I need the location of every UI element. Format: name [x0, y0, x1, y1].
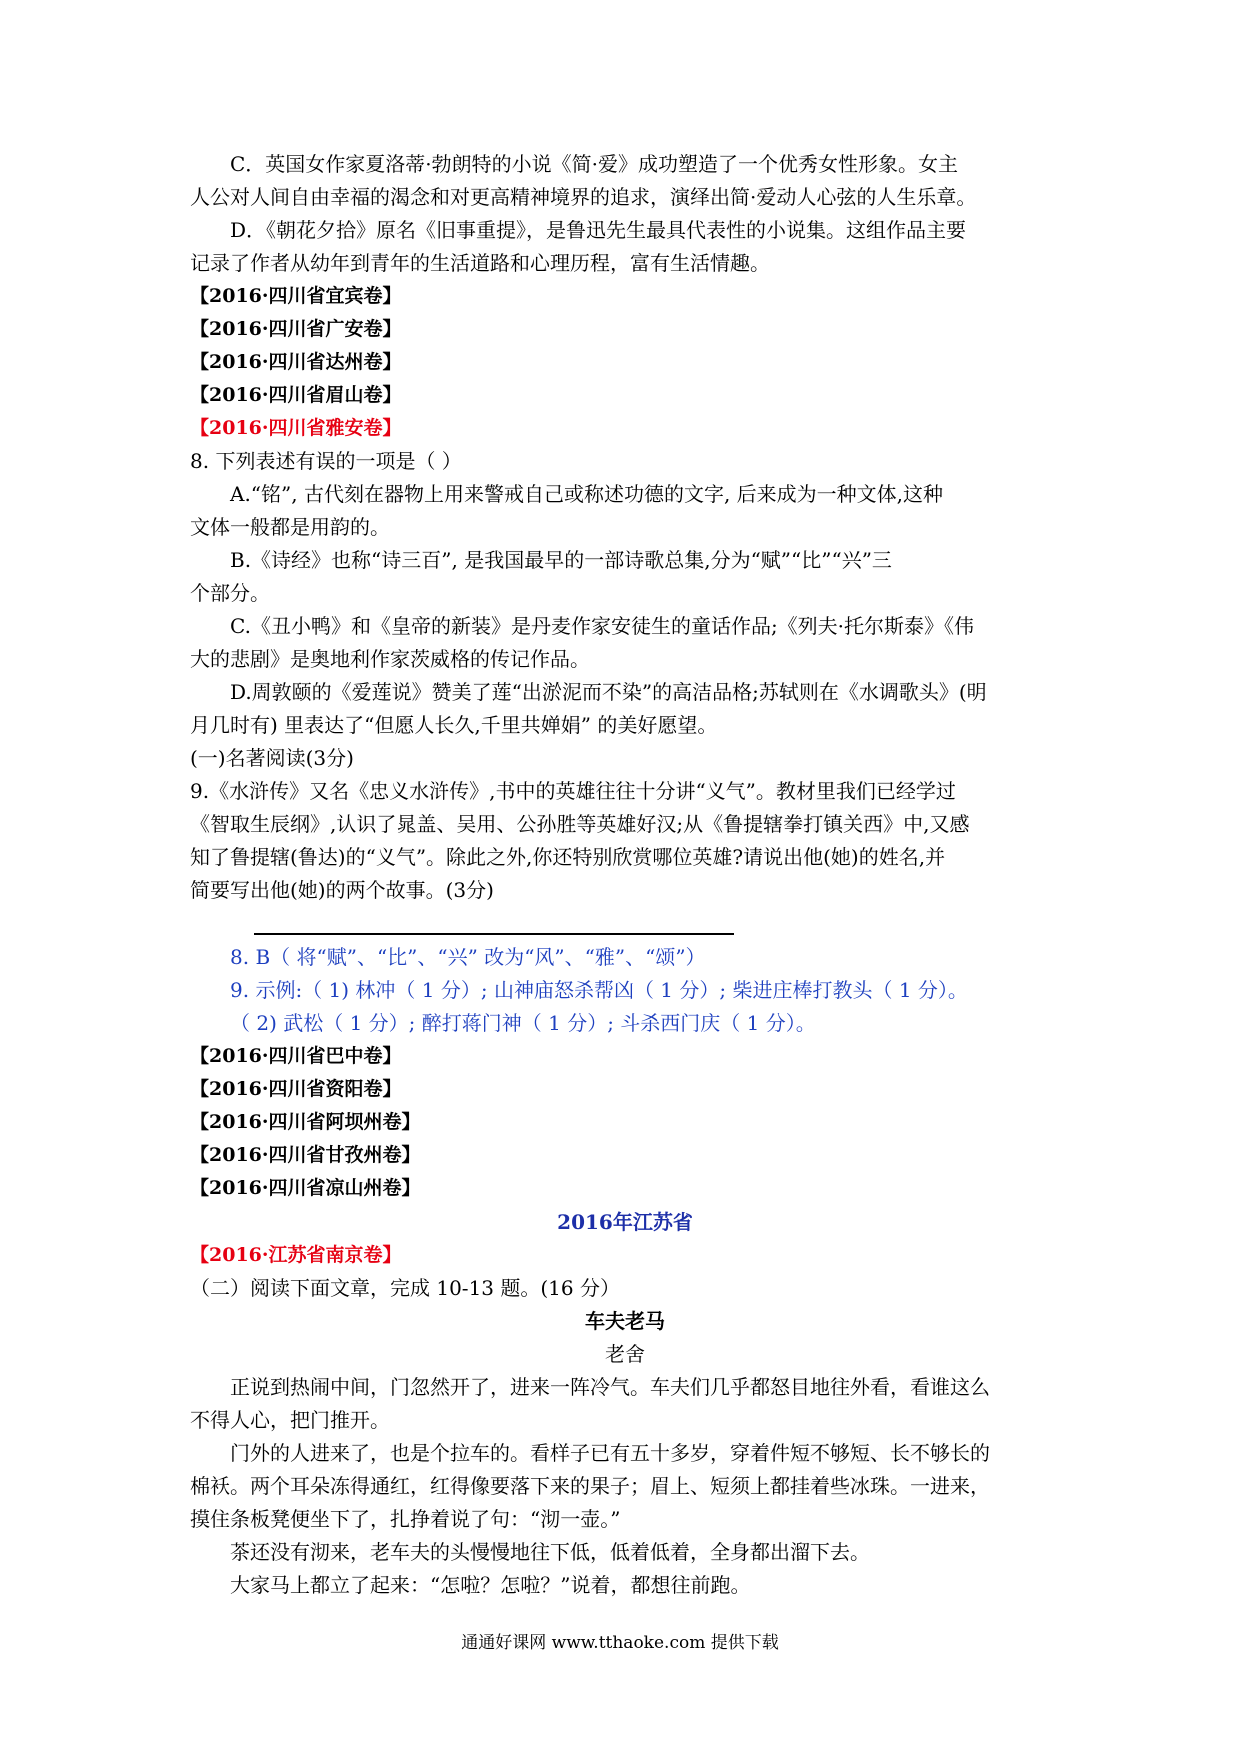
exam-tag-yaan: 【2016·四川省雅安卷】 [190, 417, 402, 439]
option-c-line: 人公对人间自由幸福的渴念和对更高精神境界的追求，演绎出简·爱动人心弦的人生乐章。 [190, 185, 977, 209]
essay-paragraph-line: 摸住条板凳便坐下了，扎挣着说了句：“沏一壶。” [190, 1507, 621, 1531]
essay-paragraph-line: 正说到热闹中间，门忽然开了，进来一阵冷气。车夫们几乎都怒目地往外看，看谁这么 [230, 1375, 990, 1399]
divider-line [254, 933, 734, 935]
question-8-stem: 8. 下列表述有误的一项是（ ） [190, 449, 462, 473]
exam-tag-ziyang: 【2016·四川省资阳卷】 [190, 1078, 402, 1100]
question-8-option-c: 大的悲剧》是奥地利作家茨威格的传记作品。 [190, 647, 590, 671]
exam-tag-yibin: 【2016·四川省宜宾卷】 [190, 285, 402, 307]
question-8-option-d: 月几时有) 里表达了“但愿人长久,千里共婵娟” 的美好愿望。 [190, 713, 718, 737]
answer-8: 8. B（ 将“赋”、“比”、“兴” 改为“风”、“雅”、“颂”） [230, 945, 706, 969]
exam-tag-aba: 【2016·四川省阿坝州卷】 [190, 1111, 421, 1133]
question-9-line: 《智取生辰纲》,认识了晁盖、吴用、公孙胜等英雄好汉;从《鲁提辖拳打镇关西》中,又感 [190, 812, 970, 836]
question-8-option-c: C.《丑小鸭》和《皇帝的新装》是丹麦作家安徒生的童话作品;《列夫·托尔斯泰》《伟 [230, 614, 975, 638]
essay-author: 老舍 [605, 1342, 645, 1366]
option-d-line: 记录了作者从幼年到青年的生活道路和心理历程，富有生活情趣。 [190, 251, 770, 275]
exam-tag-liangshan: 【2016·四川省凉山州卷】 [190, 1177, 421, 1199]
option-d-line: D．《朝花夕拾》原名《旧事重提》，是鲁迅先生最具代表性的小说集。这组作品主要 [230, 218, 967, 242]
question-9-line: 简要写出他(她)的两个故事。(3分) [190, 878, 494, 902]
exam-tag-ganzi: 【2016·四川省甘孜州卷】 [190, 1144, 421, 1166]
question-9-line: 知了鲁提辖(鲁达)的“义气”。除此之外,你还特别欣赏哪位英雄?请说出他(她)的姓名,并 [190, 845, 946, 869]
essay-paragraph-line: 大家马上都立了起来：“怎啦？怎啦？”说着，都想往前跑。 [230, 1573, 751, 1597]
page-footer: 通通好课网 www.tthaoke.com 提供下载 [461, 1633, 779, 1653]
option-c-line: C．英国女作家夏洛蒂·勃朗特的小说《简·爱》成功塑造了一个优秀女性形象。女主 [230, 152, 959, 176]
question-9-line: 9.《水浒传》又名《忠义水浒传》,书中的英雄往往十分讲“义气”。教材里我们已经学过 [190, 779, 956, 803]
question-8-option-a: 文体一般都是用韵的。 [190, 515, 390, 539]
essay-paragraph-line: 门外的人进来了，也是个拉车的。看样子已有五十多岁，穿着件短不够短、长不够长的 [230, 1441, 990, 1465]
essay-title: 车夫老马 [585, 1309, 665, 1333]
question-8-option-b: B.《诗经》也称“诗三百”, 是我国最早的一部诗歌总集,分为“赋”“比”“兴”三 [230, 548, 892, 572]
answer-9-line: 9. 示例:（ 1) 林冲（ 1 分）; 山神庙怒杀帮凶（ 1 分）; 柴进庄棒打教头（ 1 分）。 [230, 978, 968, 1002]
exam-tag-bazhong: 【2016·四川省巴中卷】 [190, 1045, 402, 1067]
section-heading: (一)名著阅读(3分) [190, 746, 354, 770]
question-8-option-b: 个部分。 [190, 581, 270, 605]
document-body [190, 148, 1060, 1602]
question-8-option-a: A.“铭”, 古代刻在器物上用来警戒自己或称述功德的文字, 后来成为一种文体,这种 [230, 482, 944, 506]
section-heading: （二）阅读下面文章，完成 10-13 题。(16 分） [190, 1276, 620, 1300]
essay-paragraph-line: 茶还没有沏来，老车夫的头慢慢地往下低，低着低着，全身都出溜下去。 [230, 1540, 870, 1564]
question-8-option-d: D.周敦颐的《爱莲说》赞美了莲“出淤泥而不染”的高洁品格;苏轼则在《水调歌头》(明 [230, 680, 987, 704]
exam-tag-meishan: 【2016·四川省眉山卷】 [190, 384, 402, 406]
answer-9-line: （ 2) 武松（ 1 分）; 醉打蒋门神（ 1 分）; 斗杀西门庆（ 1 分）。 [230, 1011, 816, 1035]
exam-tag-guangan: 【2016·四川省广安卷】 [190, 318, 402, 340]
essay-paragraph-line: 不得人心，把门推开。 [190, 1408, 390, 1432]
exam-tag-dazhou: 【2016·四川省达州卷】 [190, 351, 402, 373]
province-heading: 2016年江苏省 [557, 1210, 693, 1234]
essay-paragraph-line: 棉袄。两个耳朵冻得通红，红得像要落下来的果子；眉上、短须上都挂着些冰珠。一进来， [190, 1474, 990, 1498]
exam-tag-nanjing: 【2016·江苏省南京卷】 [190, 1244, 402, 1266]
